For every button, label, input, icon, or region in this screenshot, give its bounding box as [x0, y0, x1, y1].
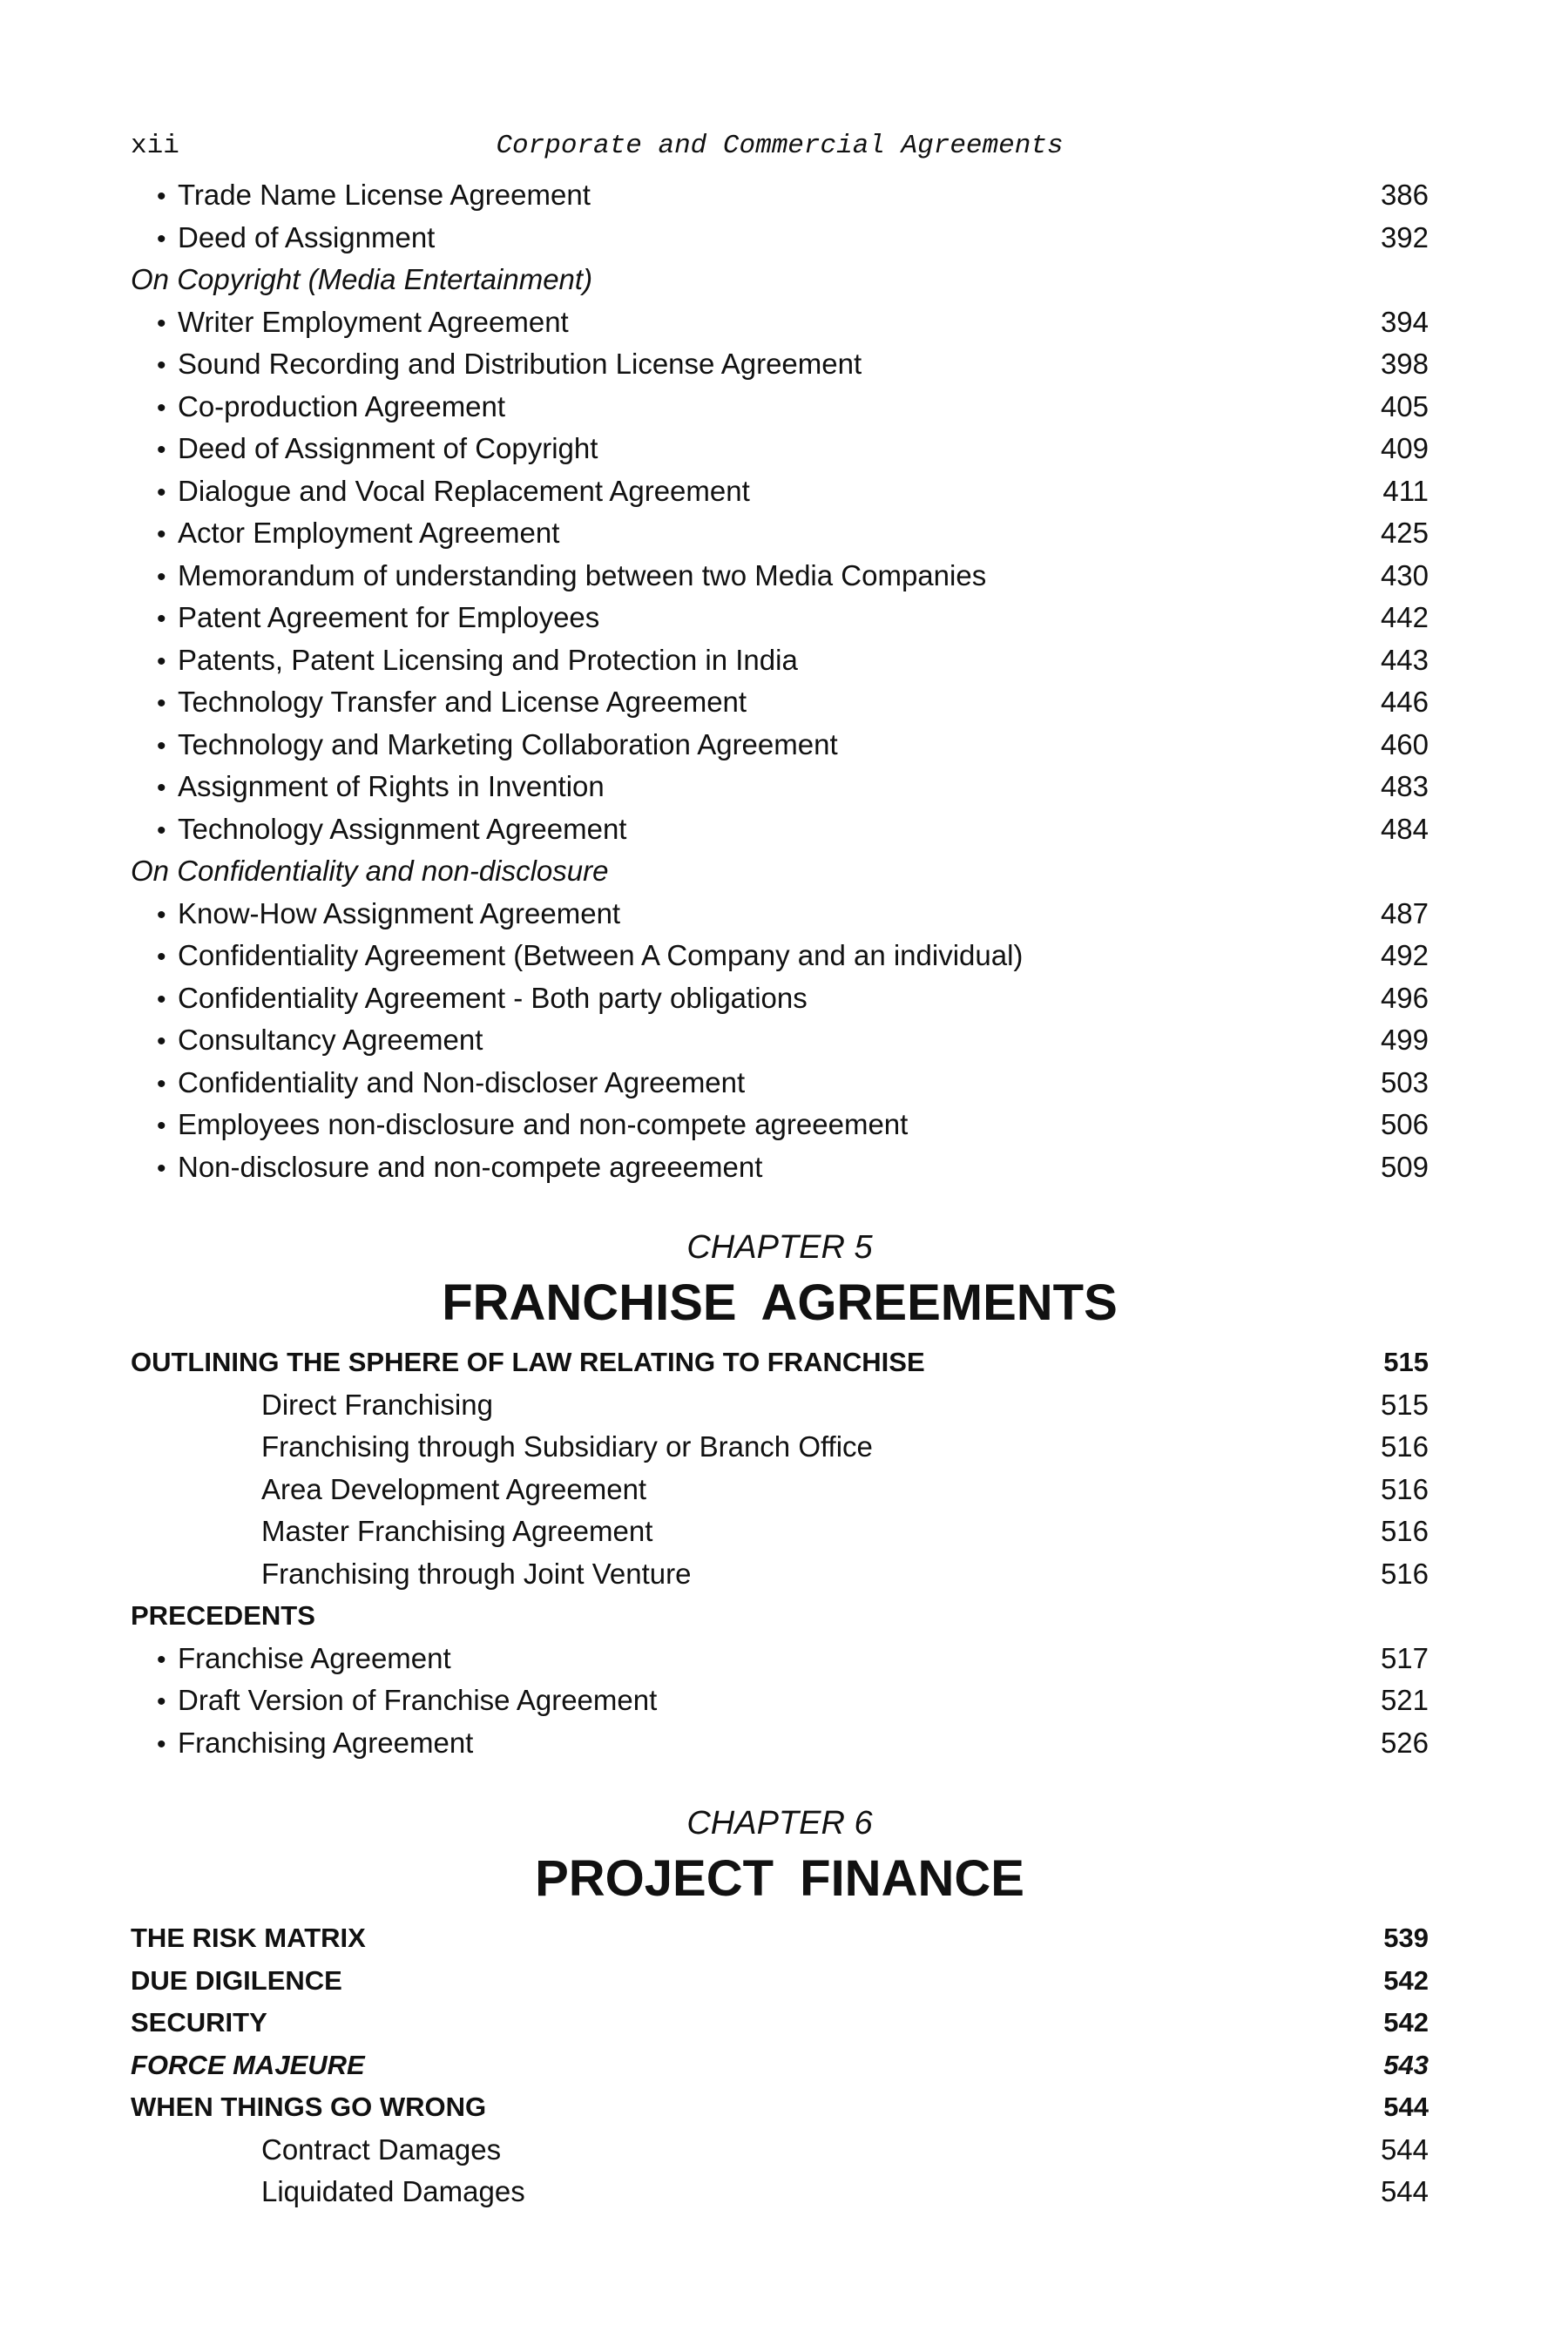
toc-entry-title: Assignment of Rights in Invention [178, 770, 605, 802]
toc-entry-title-wrap [131, 1960, 342, 2003]
bullet-icon: • [157, 984, 166, 1014]
toc-entry-title: Co-production Agreement [178, 389, 506, 422]
toc-entry-title: Liquidated Damages [261, 2175, 525, 2207]
toc-entry [131, 428, 1429, 470]
bullet-icon: • [157, 224, 166, 253]
toc-page-number: 544 [1383, 2092, 1429, 2122]
toc-heading [131, 1595, 1429, 1638]
toc-entry-title: Trade Name License Agreement [178, 179, 591, 211]
toc-entry-title: Franchising through Joint Venture [261, 1557, 692, 1590]
toc-entry [131, 893, 1429, 936]
toc-page-number: 516 [1380, 1472, 1429, 1505]
toc-entry-title: Confidentiality and Non-discloser Agreement [178, 1065, 746, 1098]
toc-entry-title: Area Development Agreement [261, 1472, 647, 1505]
toc-page-number: 542 [1383, 2007, 1429, 2038]
toc-entry [131, 977, 1429, 1020]
toc-entry-title-wrap [131, 1469, 646, 1511]
toc-entry [131, 724, 1429, 767]
toc-subentry [131, 1553, 1429, 1596]
toc-page-number: 460 [1380, 727, 1429, 760]
toc-entry [131, 1019, 1429, 1062]
toc-entry-title: Draft Version of Franchise Agreement [178, 1684, 658, 1716]
bullet-icon: • [157, 1069, 166, 1098]
toc-subentry [131, 1426, 1429, 1469]
toc-entry-title-wrap [131, 217, 435, 261]
bullet-icon: • [157, 646, 166, 676]
chapter-5-block [131, 1227, 1429, 1764]
toc-subentry [131, 1469, 1429, 1511]
toc-entry-title-wrap [131, 2002, 267, 2044]
toc-entry-title-wrap [131, 301, 569, 346]
toc-page-number: 517 [1380, 1641, 1429, 1674]
toc-page-number: 392 [1380, 220, 1429, 253]
toc-entry-title-wrap [131, 1511, 652, 1553]
toc-entry [131, 1062, 1429, 1105]
toc-heading [131, 1917, 1429, 1960]
chapter-title: FRANCHISE AGREEMENTS [442, 1274, 1118, 1331]
toc-page-number: 409 [1380, 432, 1429, 464]
toc-page-number: 539 [1383, 1923, 1429, 1953]
toc-page-number: 544 [1380, 2132, 1429, 2166]
toc-subentry [131, 2129, 1429, 2172]
toc-entry-title-wrap [131, 259, 592, 301]
toc-entry-title: Consultancy Agreement [178, 1024, 483, 1056]
toc-entry-title: Confidentiality Agreement (Between A Company and an individual) [178, 939, 1024, 971]
toc-entry [131, 597, 1429, 639]
toc-page-number: 509 [1380, 1150, 1429, 1183]
toc-entry-title: Memorandum of understanding between two Media Companies [178, 558, 987, 591]
toc-entry [131, 639, 1429, 682]
running-head [131, 122, 1429, 174]
toc-entry-title-wrap [131, 1680, 657, 1724]
bullet-icon: • [157, 1153, 166, 1183]
toc-entry-title-wrap [131, 555, 986, 599]
bullet-icon: • [157, 351, 166, 380]
toc-group-chapter4-continued [131, 174, 1429, 1188]
bullet-icon: • [157, 520, 166, 549]
toc-entry-title: Deed of Assignment of Copyright [178, 432, 598, 464]
toc-entry-title-wrap [131, 724, 838, 768]
chapter-6-entries [131, 1917, 1429, 2213]
toc-page-number: 515 [1383, 1347, 1429, 1377]
toc-subentry [131, 1384, 1429, 1427]
toc-entry-title: THE RISK MATRIX [131, 1923, 366, 1953]
toc-entry-title-wrap [131, 850, 608, 893]
toc-entry-title-wrap [131, 512, 559, 557]
toc-page-number: 386 [1380, 179, 1429, 211]
bullet-icon: • [157, 1687, 166, 1716]
toc-heading [131, 2086, 1429, 2129]
toc-entry [131, 1638, 1429, 1680]
toc-entry-title: Writer Employment Agreement [178, 305, 569, 338]
toc-entry-title: Confidentiality Agreement - Both party obligations [178, 981, 808, 1014]
toc-entry-title: Technology Transfer and License Agreement [178, 686, 747, 718]
toc-page-number: 487 [1380, 896, 1429, 929]
bullet-icon: • [157, 477, 166, 507]
toc-page-number: 443 [1380, 643, 1429, 676]
toc-section-label [131, 259, 1429, 301]
bullet-icon: • [157, 1645, 166, 1674]
toc-entry-title-wrap [131, 2129, 501, 2172]
bullet-icon: • [157, 900, 166, 929]
toc-entry-title-wrap [131, 1146, 762, 1191]
toc-entry [131, 217, 1429, 260]
toc-entry-title-wrap [131, 1019, 483, 1064]
toc-entry-title: OUTLINING THE SPHERE OF LAW RELATING TO FRANCHISE [131, 1347, 925, 1377]
toc-page [131, 122, 1429, 2213]
toc-entry [131, 512, 1429, 555]
toc-entry [131, 1722, 1429, 1765]
toc-page-number: 484 [1380, 812, 1429, 845]
chapter-label: CHAPTER 5 [686, 1229, 873, 1266]
toc-entry [131, 470, 1429, 513]
bullet-icon: • [157, 731, 166, 760]
toc-entry-title-wrap [131, 1595, 315, 1638]
toc-entry-title-wrap [131, 1384, 493, 1427]
bullet-icon: • [157, 562, 166, 591]
bullet-icon: • [157, 1112, 166, 1140]
toc-entry-title-wrap [131, 2171, 525, 2213]
toc-page-number: 492 [1380, 939, 1429, 971]
bullet-icon: • [157, 393, 166, 422]
toc-entry-title-wrap [131, 893, 620, 937]
toc-entry-title: Master Franchising Agreement [261, 1515, 653, 1547]
toc-heading [131, 1960, 1429, 2003]
toc-page-number: 544 [1380, 2175, 1429, 2207]
toc-entry-title-wrap [131, 1342, 925, 1384]
bullet-icon: • [157, 436, 166, 464]
toc-entry-title: Franchising through Subsidiary or Branch Office [261, 1430, 873, 1463]
toc-entry [131, 174, 1429, 217]
toc-page-number: 411 [1382, 474, 1429, 507]
toc-entry-title: WHEN THINGS GO WRONG [131, 2092, 487, 2122]
toc-heading [131, 1342, 1429, 1384]
toc-heading [131, 2044, 1429, 2087]
toc-entry-title: PRECEDENTS [131, 1600, 315, 1631]
toc-entry [131, 681, 1429, 724]
toc-entry-title: Patent Agreement for Employees [178, 601, 600, 633]
toc-page-number: 506 [1380, 1108, 1429, 1140]
running-title: Corporate and Commercial Agreements [496, 131, 1064, 161]
toc-entry-title-wrap [131, 1553, 691, 1596]
toc-entry-title-wrap [131, 681, 747, 726]
toc-entry-title: On Confidentiality and non-disclosure [131, 855, 609, 887]
toc-entry-title: Direct Franchising [261, 1388, 493, 1421]
bullet-icon: • [157, 689, 166, 718]
toc-entry-title: FORCE MAJEURE [131, 2049, 365, 2080]
bullet-icon: • [157, 815, 166, 845]
toc-page-number: 543 [1383, 2049, 1429, 2080]
toc-page-number: 516 [1380, 1557, 1429, 1590]
toc-page-number: 442 [1380, 601, 1429, 633]
toc-entry-title-wrap [131, 977, 808, 1022]
toc-entry [131, 555, 1429, 598]
toc-page-number: 430 [1380, 558, 1429, 591]
toc-entry-title-wrap [131, 1104, 908, 1148]
toc-entry-title-wrap [131, 1426, 873, 1469]
bullet-icon: • [157, 182, 166, 211]
toc-entry-title-wrap [131, 639, 798, 684]
toc-entry-title-wrap [131, 343, 862, 388]
toc-page-number: 542 [1383, 1964, 1429, 1996]
toc-page-number: 515 [1380, 1388, 1429, 1421]
toc-page-number: 398 [1380, 348, 1429, 380]
toc-entry-title: Actor Employment Agreement [178, 517, 560, 549]
chapter-6-block [131, 1802, 1429, 2213]
toc-entry [131, 386, 1429, 429]
toc-page-number: 503 [1380, 1065, 1429, 1098]
toc-entry-title: Patents, Patent Licensing and Protection in India [178, 643, 798, 676]
toc-entry-title: Technology Assignment Agreement [178, 812, 627, 845]
toc-page-number: 496 [1380, 981, 1429, 1014]
toc-entry-title-wrap [131, 808, 626, 853]
toc-page-number: 526 [1380, 1726, 1429, 1759]
toc-entry-title: On Copyright (Media Entertainment) [131, 263, 593, 295]
toc-entry-title: Technology and Marketing Collaboration Agreement [178, 727, 838, 760]
toc-entry [131, 1104, 1429, 1146]
toc-entry [131, 1146, 1429, 1189]
toc-entry-title: Employees non-disclosure and non-compete agreeement [178, 1108, 909, 1140]
toc-entry-title: Deed of Assignment [178, 220, 436, 253]
toc-page-number: 446 [1380, 686, 1429, 718]
toc-heading [131, 2002, 1429, 2044]
bullet-icon: • [157, 774, 166, 802]
page-folio: xii [131, 131, 179, 161]
toc-subentry [131, 1511, 1429, 1553]
toc-page-number: 405 [1380, 389, 1429, 422]
toc-subentry [131, 2171, 1429, 2213]
toc-entry-title-wrap [131, 1638, 451, 1682]
toc-entry-title: Sound Recording and Distribution License Agreement [178, 348, 862, 380]
toc-page-number: 483 [1380, 770, 1429, 802]
chapter-label: CHAPTER 6 [686, 1805, 873, 1842]
toc-entry-title-wrap [131, 597, 599, 641]
toc-page-number: 499 [1380, 1024, 1429, 1056]
bullet-icon: • [157, 1729, 166, 1759]
toc-page-number: 516 [1380, 1515, 1429, 1547]
toc-entry-title: SECURITY [131, 2007, 267, 2038]
toc-entry-title: Non-disclosure and non-compete agreeement [178, 1150, 763, 1183]
toc-entry-title-wrap [131, 935, 1023, 979]
bullet-icon: • [157, 1027, 166, 1056]
toc-entry [131, 343, 1429, 386]
toc-entry-title-wrap [131, 1062, 745, 1106]
bullet-icon: • [157, 308, 166, 338]
toc-entry-title-wrap [131, 1917, 366, 1960]
toc-page-number: 425 [1380, 517, 1429, 549]
toc-entry-title-wrap [131, 2086, 486, 2129]
toc-entry-title: DUE DIGILENCE [131, 1964, 342, 1996]
toc-page-number: 394 [1380, 305, 1429, 338]
toc-entry-title: Contract Damages [261, 2132, 502, 2166]
chapter-5-entries [131, 1342, 1429, 1764]
bullet-icon: • [157, 605, 166, 633]
toc-entry [131, 766, 1429, 808]
toc-entry-title-wrap [131, 766, 605, 810]
chapter-title: PROJECT FINANCE [535, 1850, 1024, 1907]
toc-page-number: 516 [1380, 1430, 1429, 1463]
toc-entry-title-wrap [131, 428, 598, 472]
toc-section-label [131, 850, 1429, 893]
toc-entry-title: Dialogue and Vocal Replacement Agreement [178, 474, 750, 507]
toc-entry [131, 301, 1429, 344]
bullet-icon: • [157, 943, 166, 971]
toc-entry-title: Franchising Agreement [178, 1726, 474, 1759]
toc-entry-title-wrap [131, 1722, 473, 1767]
toc-entry-title-wrap [131, 174, 591, 219]
toc-entry [131, 808, 1429, 851]
toc-entry-title: Franchise Agreement [178, 1641, 451, 1674]
toc-entry [131, 1680, 1429, 1722]
toc-entry-title-wrap [131, 2044, 365, 2087]
toc-entry-title-wrap [131, 386, 505, 430]
toc-page-number: 521 [1380, 1684, 1429, 1716]
toc-entry-title-wrap [131, 470, 750, 515]
toc-entry-title: Know-How Assignment Agreement [178, 896, 621, 929]
toc-entry [131, 935, 1429, 977]
